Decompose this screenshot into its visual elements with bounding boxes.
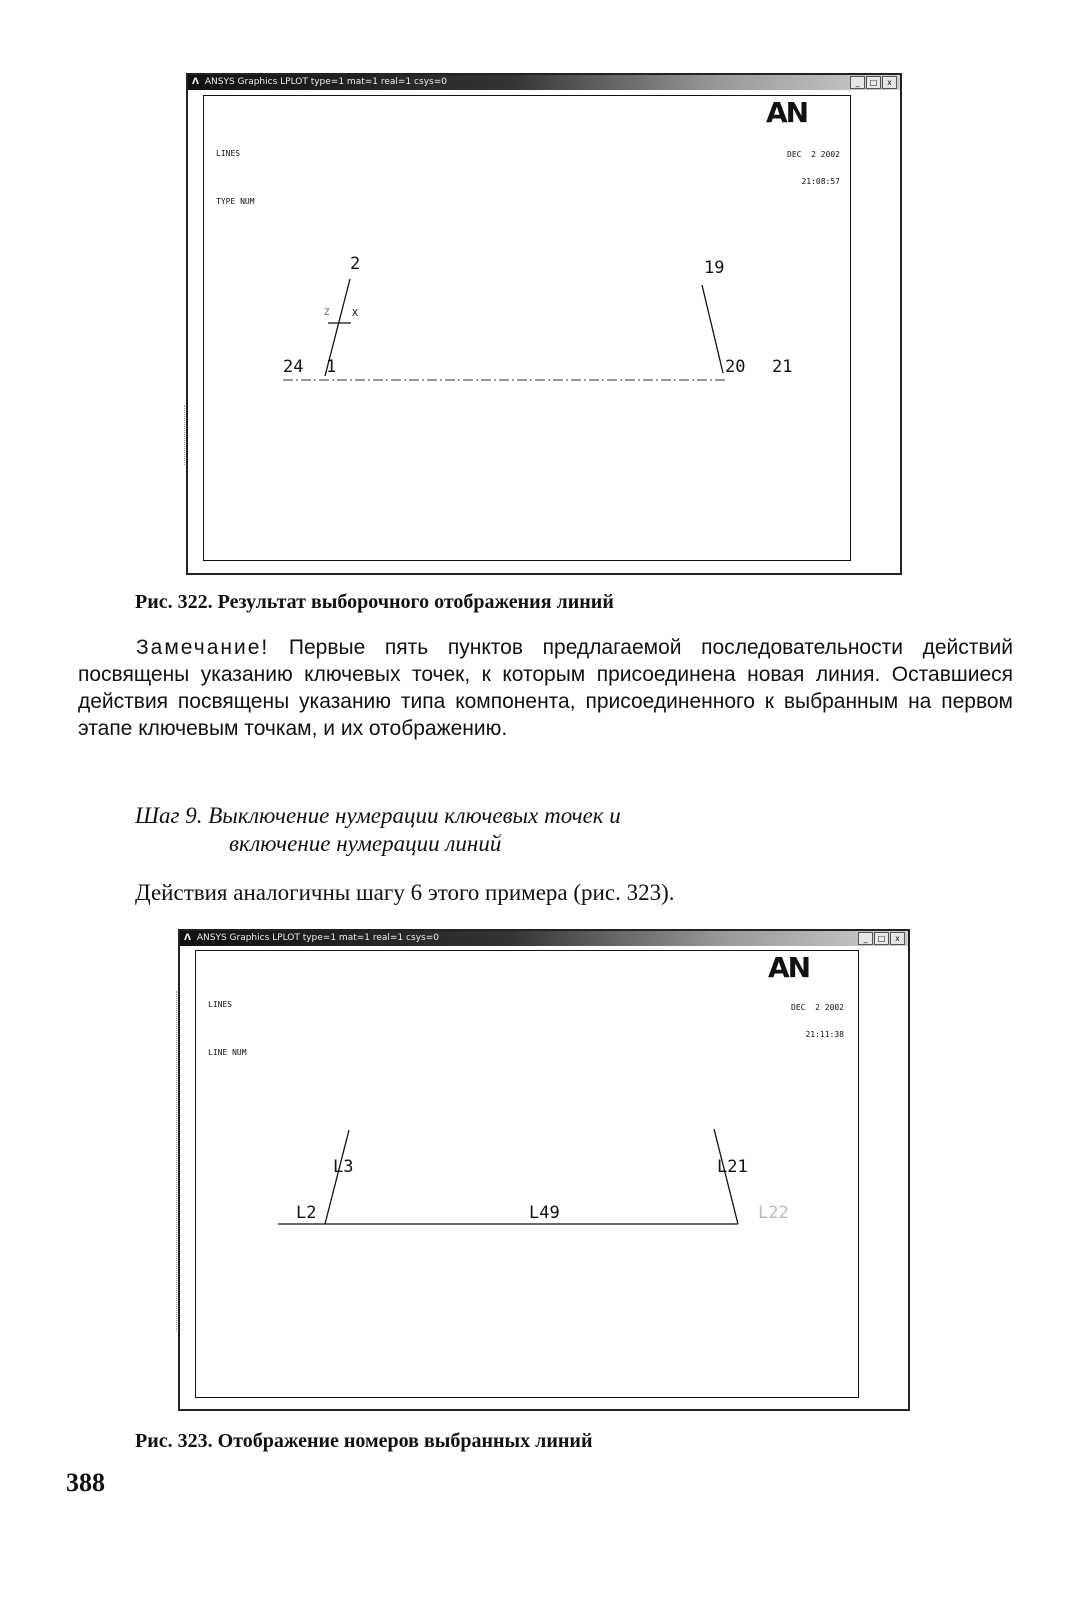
remark-body: Первые пять пунктов предлагаемой последовательности действий посвящены указанию ключевых точек, к которым присоединена новая линия. Оставшиеся действия посвящены указанию типа компонента, присоединенного к выбранным на первом этапе ключевым точкам, и их отображению. [78,636,1013,740]
plot-area[interactable] [195,950,859,1398]
plot-type-label: LINES [216,149,241,158]
ansys-an-logo: AN [766,96,808,129]
line-label-l3: L3 [333,1157,354,1177]
keypoint-label-20: 20 [725,357,746,377]
plot-type-label: LINES [208,1000,233,1009]
page-number: 388 [66,1468,105,1497]
ansys-logo-icon: Λ [192,77,199,87]
maximize-button[interactable]: □ [874,932,889,945]
keypoint-label-21: 21 [772,357,793,377]
ansys-graphics-window-2 [178,929,910,1411]
figure-323-caption: Рис. 323. Отображение номеров выбранных линий [135,1430,593,1452]
plot-area[interactable] [203,95,851,561]
maximize-button[interactable]: □ [866,76,881,89]
keypoint-label-2: 2 [350,254,361,274]
close-button[interactable]: x [890,932,905,945]
keypoint-label-24: 24 [283,357,304,377]
triad-x-label: X [352,308,359,319]
line-geometry [196,951,858,1397]
line-label-l2: L2 [296,1203,317,1223]
window-titlebar[interactable] [188,75,900,90]
window-edge-dots [184,405,186,465]
step-9-heading [135,802,621,858]
window-edge-dots [176,991,178,1331]
ansys-an-logo: AN [768,951,810,984]
plot-numbering-label: LINE NUM [208,1048,247,1057]
plot-time: 21:11:38 [805,1030,844,1039]
remark-lead: Замечание! [136,636,270,659]
close-button[interactable]: x [882,76,897,89]
ansys-graphics-window-1 [186,73,902,575]
plot-numbering-label: TYPE NUM [216,197,255,206]
remark-paragraph [78,634,1013,742]
line-right-incline [702,285,723,373]
line-left-incline [325,1130,349,1224]
keypoint-label-1: 1 [326,357,337,377]
line-label-l21: L21 [717,1157,748,1177]
figure-322-caption: Рис. 322. Результат выборочного отображения линий [135,591,614,613]
body-text-line: Действия аналогичны шагу 6 этого примера (рис. 323). [135,880,675,905]
minimize-button[interactable]: _ [850,76,865,89]
step-heading-line-2: включение нумерации линий [229,831,502,856]
plot-date: DEC 2 2002 [787,150,840,159]
triad-z-label: Z [324,308,330,318]
keypoint-label-19: 19 [704,258,725,278]
step-heading-line-1: Шаг 9. Выключение нумерации ключевых точек и [135,803,621,828]
window-title: ANSYS Graphics LPLOT type=1 mat=1 real=1 csys=0 [204,77,447,87]
plot-time: 21:08:57 [801,177,840,186]
line-label-l22: L22 [758,1203,789,1223]
line-label-l49: L49 [529,1203,560,1223]
ansys-logo-icon: Λ [184,933,191,943]
window-title: ANSYS Graphics LPLOT type=1 mat=1 real=1 csys=0 [196,933,439,943]
window-titlebar[interactable] [180,931,908,946]
plot-date: DEC 2 2002 [791,1003,844,1012]
line-geometry [204,96,850,560]
minimize-button[interactable]: _ [858,932,873,945]
